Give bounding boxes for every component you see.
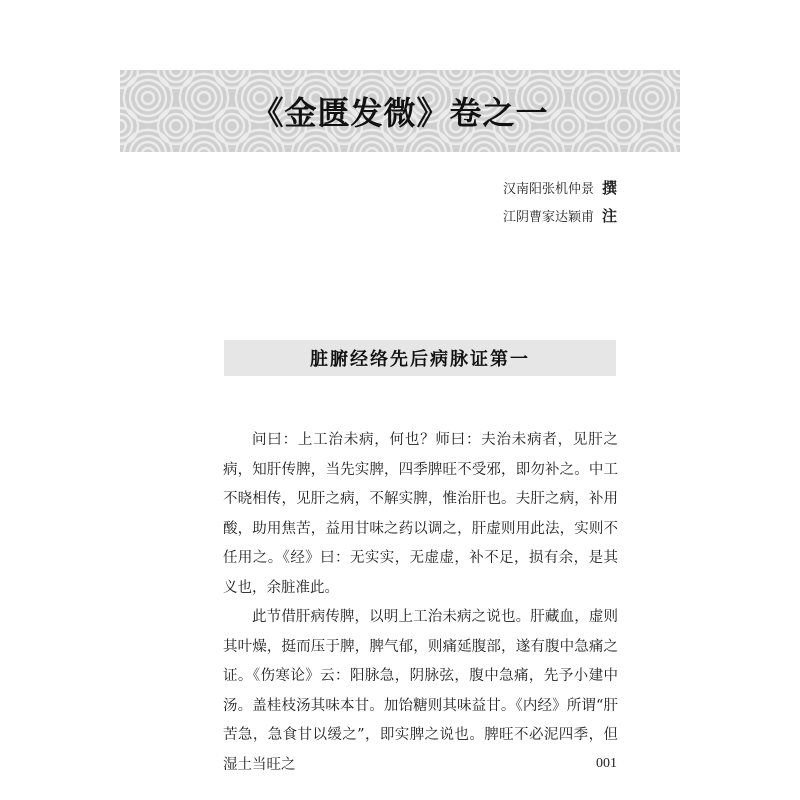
author-line-2: [503, 205, 617, 226]
annotator-role: 注: [601, 207, 617, 225]
section-heading: 脏腑经络先后病脉证第一: [224, 340, 616, 376]
body-text: [223, 426, 618, 780]
chapter-title: 《金匮发微》卷之一: [251, 94, 549, 132]
chapter-banner: [120, 70, 680, 152]
paragraph-commentary: 此节借肝病传脾，以明上工治未病之说也。肝藏血，虚则其叶燥，挺而压于脾，脾气郁，则痛延腹部，遂有腹中急痛之证。《伤寒论》云：阳脉急，阴脉弦，腹中急痛，先予小建中汤。盖桂枝汤其味本甘。加饴糖则其味益甘。《内经》所谓“肝苦急，急食甘以缓之”，即实脾之说也。脾旺不必泥四季，但湿土当旺之: [223, 609, 618, 773]
paragraph-original-text: 问曰：上工治未病，何也？师曰：夫治未病者，见肝之病，知肝传脾，当先实脾，四季脾旺不受邪，即勿补之。中工不晓相传，见肝之病，不解实脾，惟治肝也。夫肝之病，补用酸，助用焦苦，益用甘味之药以调之，肝虚则用此法，实则不任用之。《经》曰：无实实，无虚虚，补不足，损有余，是其义也，余脏准此。: [223, 432, 618, 596]
author-name: 汉南阳张机仲景: [502, 182, 594, 197]
page-number: 001: [596, 756, 617, 771]
author-role: 撰: [601, 179, 617, 197]
author-line-1: [503, 177, 617, 198]
annotator-name: 江阴曹家达颖甫: [502, 210, 594, 225]
